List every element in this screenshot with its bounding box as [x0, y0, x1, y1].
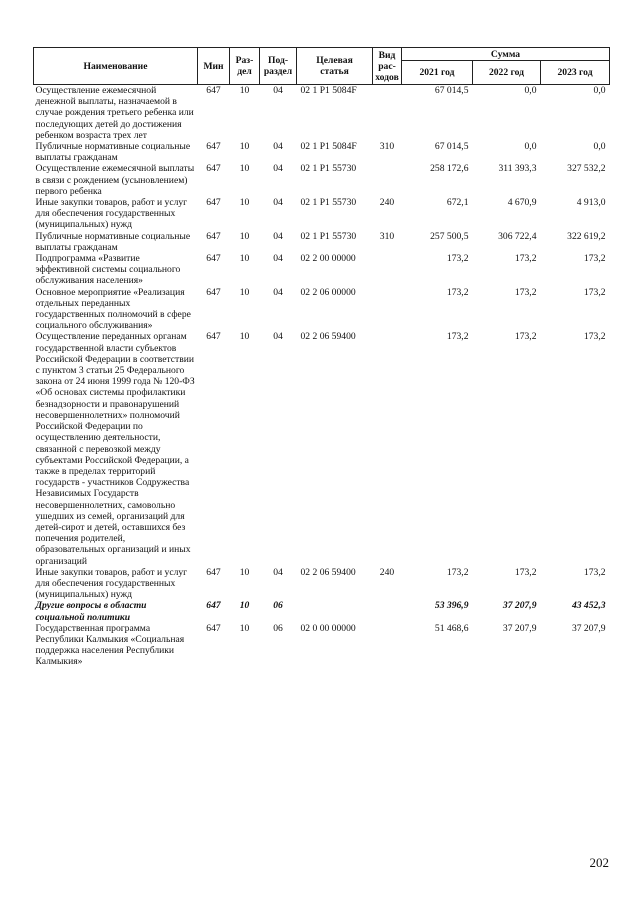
row-name: Государственная программа Республики Калмыкия «Социальная поддержка населения Республики Калмыкия»	[35, 622, 185, 668]
table-header	[34, 48, 610, 85]
header-min: Мин	[198, 48, 230, 85]
header-2021: 2021 год	[402, 61, 473, 85]
row-vid	[373, 253, 402, 287]
row-sum-2023: 37 207,9	[571, 622, 606, 634]
table-row	[34, 287, 610, 332]
row-target: 02 1 P1 5084F	[300, 141, 357, 153]
row-sum-2023: 173,2	[583, 566, 606, 578]
row-target: 02 1 P1 55730	[300, 197, 357, 209]
row-target: 02 1 P1 55730	[300, 230, 357, 242]
row-vid	[373, 163, 402, 197]
row-sum-2021: 672,1	[446, 197, 469, 209]
row-sum-2021: 67 014,5	[434, 141, 469, 153]
row-sum-2022: 306 722,4	[498, 230, 537, 242]
row-sum-2021: 173,2	[446, 331, 469, 343]
table-row	[34, 85, 610, 142]
row-podrazdel: 04	[273, 566, 283, 578]
row-min: 647	[206, 331, 221, 343]
row-podrazdel: 04	[273, 286, 283, 298]
row-razdel: 10	[239, 331, 250, 343]
row-podrazdel: 04	[260, 85, 297, 142]
row-name: Публичные нормативные социальные выплаты гражданам	[35, 141, 191, 164]
row-sum-2021: 258 172,6	[430, 163, 469, 175]
table-row	[34, 253, 610, 287]
row-min: 647	[206, 253, 221, 265]
row-min: 647	[206, 163, 221, 175]
header-2023: 2023 год	[541, 61, 610, 85]
row-name: Другие вопросы в области социальной политики	[35, 600, 147, 623]
row-razdel: 10	[239, 622, 250, 634]
table-row	[34, 231, 610, 253]
row-sum-2023: 173,2	[583, 331, 606, 343]
row-name: Осуществление ежемесячной денежной выплаты, назначаемой в случае рождения третьего ребенка или последующих детей до достижения ребенком возраста трех лет	[34, 85, 198, 142]
row-vid	[373, 623, 402, 668]
row-target: 02 2 06 59400	[300, 331, 356, 343]
row-sum-2021: 67 014,5	[402, 85, 473, 142]
row-target	[297, 600, 373, 622]
row-sum-2023: 327 532,2	[567, 163, 606, 175]
row-sum-2022: 37 207,9	[502, 600, 537, 612]
row-sum-2022: 0,0	[473, 85, 541, 142]
row-vid	[373, 85, 402, 142]
table-row	[34, 163, 610, 197]
row-sum-2021: 53 396,9	[434, 600, 469, 612]
row-sum-2021: 173,2	[446, 286, 469, 298]
row-sum-2022: 173,2	[514, 566, 537, 578]
row-vid: 310	[379, 230, 395, 242]
row-podrazdel: 04	[273, 253, 283, 265]
row-sum-2023: 173,2	[583, 253, 606, 265]
table-row	[34, 567, 610, 601]
row-name: Подпрограмма «Развитие эффективной системы социального обслуживания населения»	[35, 253, 181, 287]
row-sum-2023: 43 452,3	[571, 600, 606, 612]
table-row	[34, 331, 610, 566]
budget-table	[33, 47, 610, 668]
row-sum-2021: 173,2	[446, 566, 469, 578]
row-sum-2022: 311 393,3	[498, 163, 537, 175]
row-target: 02 2 06 00000	[300, 286, 356, 298]
row-razdel: 10	[239, 163, 250, 175]
row-razdel: 10	[239, 566, 250, 578]
table-body	[34, 85, 610, 668]
header-2022: 2022 год	[473, 61, 541, 85]
row-min: 647	[206, 566, 221, 578]
row-sum-2022: 37 207,9	[502, 622, 537, 634]
row-podrazdel: 06	[273, 622, 283, 634]
header-sum: Сумма	[402, 48, 610, 61]
row-razdel: 10	[239, 286, 250, 298]
row-razdel: 10	[239, 141, 250, 153]
row-vid: 310	[379, 141, 395, 153]
row-target: 02 0 00 00000	[300, 622, 356, 634]
row-min: 647	[198, 85, 230, 142]
row-name: Основное мероприятие «Реализация отдельных переданных государственных полномочий в сфере социального обслуживания»	[35, 286, 191, 332]
row-razdel: 10	[239, 253, 250, 265]
row-vid	[373, 600, 402, 622]
row-sum-2021: 257 500,5	[430, 230, 469, 242]
table-row	[34, 141, 610, 163]
row-razdel: 10	[239, 600, 250, 612]
header-target: Целевая статья	[297, 48, 373, 85]
row-target: 02 1 P1 55730	[300, 163, 357, 175]
row-vid	[373, 287, 402, 332]
row-min: 647	[206, 141, 221, 153]
row-sum-2022: 173,2	[514, 253, 537, 265]
row-target: 02 1 P1 5084F	[297, 85, 373, 142]
row-vid: 240	[379, 197, 395, 209]
row-sum-2022: 173,2	[514, 286, 537, 298]
row-min: 647	[206, 197, 221, 209]
row-min: 647	[206, 286, 221, 298]
row-target: 02 2 06 59400	[300, 566, 356, 578]
table-row	[34, 600, 610, 622]
row-razdel: 10	[239, 197, 250, 209]
row-min: 647	[206, 622, 221, 634]
row-podrazdel: 04	[273, 197, 283, 209]
row-name: Иные закупки товаров, работ и услуг для обеспечения государственных (муниципальных) нужд	[35, 566, 188, 601]
row-sum-2023: 173,2	[583, 286, 606, 298]
row-sum-2022: 0,0	[524, 141, 537, 153]
row-sum-2023: 0,0	[593, 141, 606, 153]
row-sum-2021: 51 468,6	[434, 622, 469, 634]
header-podrazdel: Под- раздел	[260, 48, 297, 85]
row-sum-2023: 4 913,0	[576, 197, 606, 209]
row-sum-2021: 173,2	[446, 253, 469, 265]
row-sum-2023: 322 619,2	[567, 230, 606, 242]
header-name: Наименование	[34, 48, 198, 85]
row-podrazdel: 06	[273, 600, 283, 612]
row-razdel: 10	[230, 85, 260, 142]
row-sum-2022: 173,2	[514, 331, 537, 343]
row-podrazdel: 04	[273, 163, 283, 175]
header-vid: Вид рас- ходов	[373, 48, 402, 85]
row-name: Иные закупки товаров, работ и услуг для обеспечения государственных (муниципальных) нужд	[35, 197, 188, 231]
row-razdel: 10	[239, 230, 250, 242]
row-name: Публичные нормативные социальные выплаты гражданам	[35, 230, 191, 253]
row-name: Осуществление переданных органам государственной власти субъектов Российской Федерации в соответствии с пунктом 3 статьи 25 Федерального закона от 24 июня 1999 года № 120-ФЗ «Об основах системы профилактики безнадзорности и правонарушений несовершеннолетних» полномочий Российской Федерации по осуществлению деятельности, связанной с перевозкой между субъектами Российской Федерации, а также в пределах территорий государств - участников Содружества Независимых Государств несовершеннолетних, самовольно ушедших из семей, организаций для детей-сирот и детей, оставшихся без попечения родителей, образовательных организаций и иных организаций	[35, 331, 195, 567]
row-min: 647	[206, 600, 221, 612]
row-sum-2022: 4 670,9	[507, 197, 537, 209]
row-min: 647	[206, 230, 221, 242]
table-row	[34, 197, 610, 231]
table-row	[34, 623, 610, 668]
row-podrazdel: 04	[273, 141, 283, 153]
row-vid: 240	[379, 566, 395, 578]
row-podrazdel: 04	[273, 331, 283, 343]
row-name: Осуществление ежемесячной выплаты в связи с рождением (усыновлением) первого ребенка	[35, 163, 195, 197]
header-razdel: Раз- дел	[230, 48, 260, 85]
row-sum-2023: 0,0	[541, 85, 610, 142]
page-number: 202	[589, 855, 609, 870]
row-target: 02 2 00 00000	[300, 253, 356, 265]
row-vid	[373, 331, 402, 566]
row-podrazdel: 04	[273, 230, 283, 242]
